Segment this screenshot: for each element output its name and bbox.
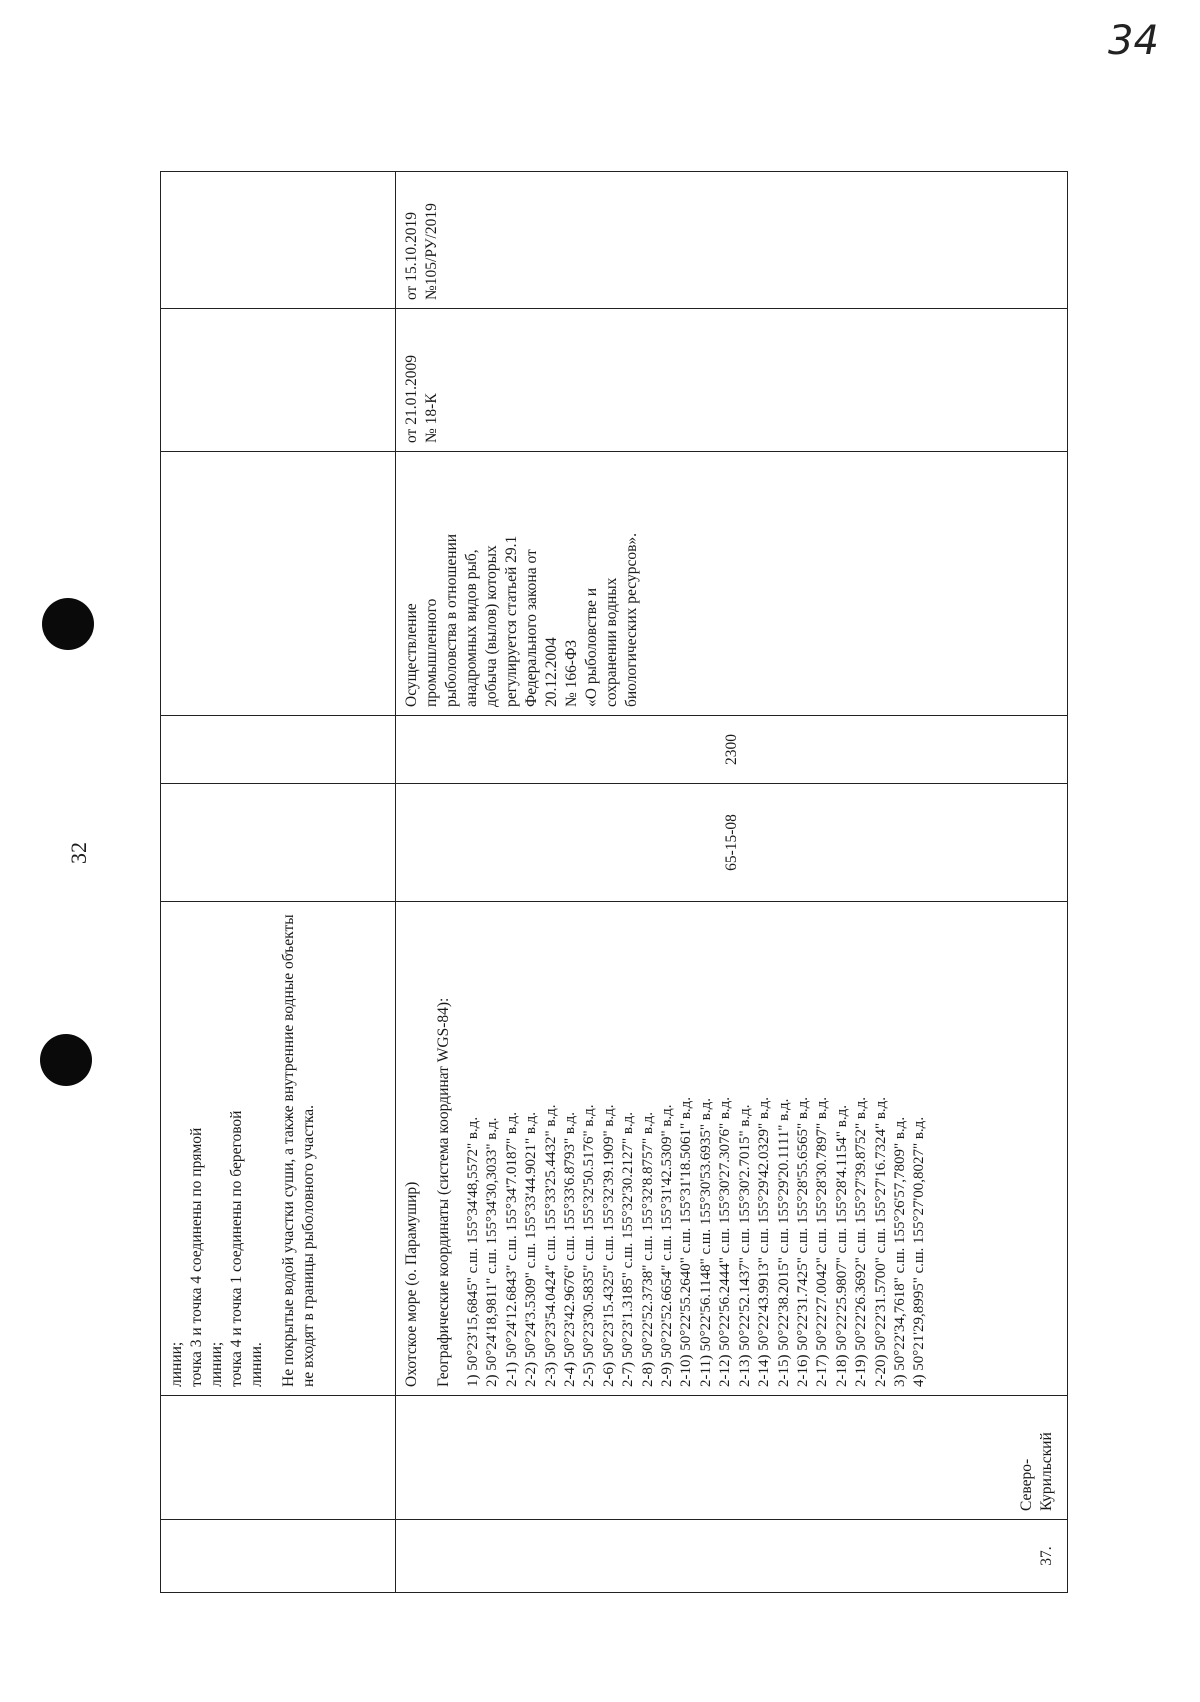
description-line: точка 4 и точка 1 соединены по береговой: [228, 1110, 245, 1387]
area-size: 2300: [396, 716, 1068, 784]
purpose-line: 20.12.2004: [543, 637, 560, 707]
purpose-line: биологических ресурсов».: [623, 532, 640, 707]
coordinate-row: 2-10) 50°22'55.2640" с.ш. 155°31'18.5061" в.д.: [678, 1096, 695, 1387]
handwritten-page-mark: 34: [1108, 18, 1159, 64]
row-number: 37.: [396, 1520, 1068, 1593]
purpose-line: Федерального закона от: [523, 549, 540, 707]
cell-area-location: [396, 902, 1068, 1396]
purpose-line: добыча (вылов) которых: [483, 545, 500, 707]
description-line: линии.: [248, 1342, 265, 1387]
coordinate-row: 2-20) 50°22'31.5700" с.ш. 155°27'16.7324" в.д.: [872, 1096, 889, 1387]
document-number: №105/РУ/2019: [423, 203, 440, 300]
coordinate-row: 2-9) 50°22'52.6654" с.ш. 155°31'42.5309" в.д.: [659, 1104, 676, 1387]
table-row: [161, 172, 396, 1593]
region-name: Северо-Курильский: [396, 1396, 1068, 1520]
cell-number-empty: [161, 1520, 396, 1593]
boundary-note: Не покрытые водой участки суши, а также внутренние водные объекты не входят в границы рыболовного участка.: [280, 914, 317, 1387]
coordinate-row: 3) 50°22'34,7618" с.ш. 155°26'57,7809" в.д.: [891, 1116, 908, 1387]
purpose-line: Осуществление: [403, 603, 420, 707]
sea-name: Охотское море (о. Парамушир): [403, 1181, 420, 1387]
coordinates-list: [464, 910, 930, 1387]
cell-doc-empty: [161, 172, 396, 309]
coordinate-row: 2-3) 50°23'54.0424" с.ш. 155°33'25.4432" в.д.: [542, 1104, 559, 1387]
cell-order-empty: [161, 309, 396, 452]
punch-hole-top: [42, 598, 94, 650]
coordinate-row: 2-15) 50°22'38.2015" с.ш. 155°29'20.1111" в.д.: [775, 1098, 792, 1387]
purpose-line: анадромных видов рыб,: [463, 549, 480, 707]
coordinate-row: 2-16) 50°22'31.7425" с.ш. 155°28'55.6565" в.д.: [794, 1096, 811, 1387]
purpose-line: «О рыболовстве и: [583, 587, 600, 707]
cell-document: [396, 172, 1068, 309]
coordinate-row: 2-6) 50°23'15.4325" с.ш. 155°32'39.1909" в.д.: [600, 1104, 617, 1387]
table-row: [396, 172, 1068, 1593]
document-date: от 15.10.2019: [403, 212, 420, 300]
order-date: от 21.01.2009: [403, 355, 420, 443]
coordinates-title: Географические координаты (система координат WGS-84):: [435, 997, 452, 1387]
cell-purpose-empty: [161, 452, 396, 716]
coordinate-row: 2-4) 50°23'42.9676" с.ш. 155°33'6.8793" в.д.: [562, 1111, 579, 1387]
cell-boundary-description: [161, 902, 396, 1396]
order-number: № 18-К: [423, 393, 440, 443]
punch-hole-bottom: [40, 1034, 92, 1086]
coordinate-row: 2-7) 50°23'1.3185" с.ш. 155°32'30.2127" в.д.: [620, 1111, 637, 1387]
coordinate-row: 2-5) 50°23'30.5835" с.ш. 155°32'50.5176" в.д.: [581, 1104, 598, 1387]
coordinate-row: 2-12) 50°22'56.2444" с.ш. 155°30'27.3076" в.д.: [717, 1096, 734, 1387]
coordinate-row: 2-18) 50°22'25.9807" с.ш. 155°28'4.1154" в.д.: [833, 1104, 850, 1387]
coordinate-row: 1) 50°23'15,6845" с.ш. 155°34'48,5572" в.д.: [465, 1116, 481, 1387]
description-line: линии;: [208, 1341, 225, 1387]
description-line: точка 3 и точка 4 соединены по прямой: [188, 1127, 205, 1387]
cell-order: [396, 309, 1068, 452]
coordinate-row: 2-17) 50°22'27.0042" с.ш. 155°28'30.7897" в.д.: [814, 1096, 831, 1387]
cell-purpose: [396, 452, 1068, 716]
fishing-area-table: [160, 171, 1068, 1593]
coordinate-row: 2-19) 50°22'26.3692" с.ш. 155°27'39.8752" в.д.: [853, 1096, 870, 1387]
coordinate-row: 2-13) 50°22'52.1437" с.ш. 155°30'2.7015" в.д.: [736, 1104, 753, 1387]
coordinate-row: 4) 50°21'29,8995" с.ш. 155°27'00,8027" в.д.: [911, 1116, 928, 1387]
area-code: 65-15-08: [396, 784, 1068, 902]
page-number: 32: [66, 842, 91, 864]
description-line: линии;: [168, 1341, 185, 1387]
coordinate-row: 2-2) 50°24'3.5309" с.ш. 155°33'44.9021" в.д.: [523, 1111, 540, 1387]
cell-area-empty: [161, 716, 396, 784]
cell-code-empty: [161, 784, 396, 902]
purpose-line: промышленного: [423, 598, 440, 707]
coordinate-row: 2-8) 50°22'52.3738" с.ш. 155°32'8.8757" в.д.: [639, 1111, 656, 1387]
purpose-line: рыболовства в отношении: [443, 533, 460, 707]
coordinate-row: 2-14) 50°22'43.9913" с.ш. 155°29'42.0329" в.д.: [756, 1096, 773, 1387]
coordinate-row: 2-1) 50°24'12.6843" с.ш. 155°34'7.0187" в.д.: [503, 1111, 520, 1387]
coordinate-row: 2) 50°24'18,9811" с.ш. 155°34'30,3033" в.д.: [484, 1117, 501, 1387]
cell-region-empty: [161, 1396, 396, 1520]
purpose-line: регулируется статьей 29.1: [503, 535, 520, 707]
rotated-table-page: [160, 172, 1068, 1593]
purpose-line: № 166-ФЗ: [563, 639, 580, 707]
purpose-line: сохранении водных: [603, 577, 620, 707]
coordinate-row: 2-11) 50°22'56.1148" с.ш. 155°30'53.6935" в.д.: [697, 1098, 714, 1387]
